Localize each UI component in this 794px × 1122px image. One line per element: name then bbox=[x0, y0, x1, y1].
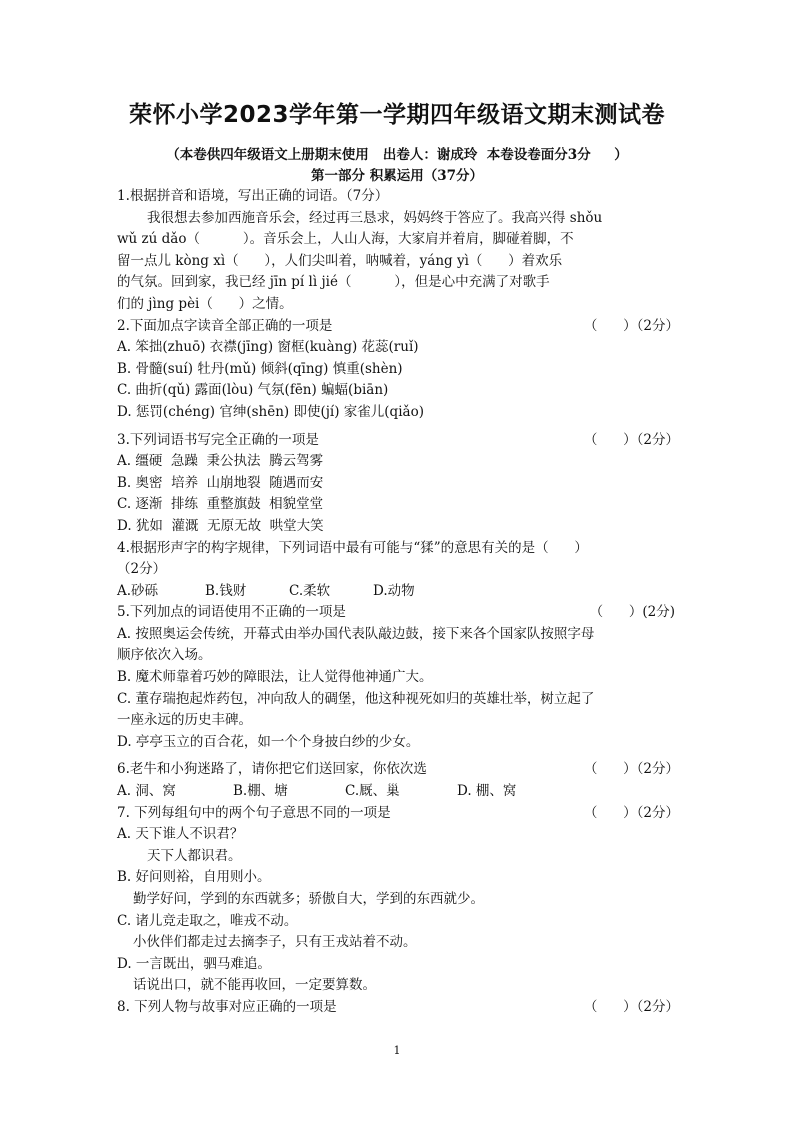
exam-title: 荣怀小学2023学年第一学期四年级语文期末测试卷 bbox=[128, 102, 665, 128]
page-number: 1 bbox=[393, 1044, 401, 1057]
q2-option-b: B. 骨髓(suí) 牡丹(mǔ) 倾斜(qīng) 慎重(shèn) bbox=[117, 360, 403, 377]
q6-stem: 6.老牛和小狗迷路了，请你把它们送回家，你依次选 bbox=[117, 761, 427, 778]
q4-option-b: B.钱财 bbox=[205, 582, 247, 599]
q4-option-d: D.动物 bbox=[373, 582, 415, 599]
q4-stem: 4.根据形声字的构字规律，下列词语中最有可能与“猱”的意思有关的是（ ） bbox=[117, 539, 588, 556]
q2-option-c: C. 曲折(qǔ) 露面(lòu) 气氛(fēn) 蝙蝠(biān) bbox=[117, 382, 389, 399]
q5-stem: 5.下列加点的词语使用不正确的一项是 bbox=[117, 604, 346, 621]
q7-answer-blank[interactable]: （ ）（2分） bbox=[583, 804, 679, 821]
q1-line: wǔ zú dǎo（ ）。音乐会上，人山人海，大家肩并着肩，脚碰着脚，不 bbox=[117, 231, 574, 248]
q1-line: 留一点儿 kòng xì（ ），人们尖叫着，呐喊着，yáng yì（ ）着欢乐 bbox=[117, 252, 563, 269]
q5-option-c-cont: 一座永远的历史丰碑。 bbox=[117, 712, 252, 729]
q7-option-b: B. 好问则裕，自用则小。 bbox=[117, 869, 271, 886]
q4-score: （2分） bbox=[117, 561, 167, 578]
q3-answer-blank[interactable]: （ ）（2分） bbox=[583, 431, 679, 448]
q3-stem: 3.下列词语书写完全正确的一项是 bbox=[117, 431, 319, 448]
q2-stem: 2.下面加点字读音全部正确的一项是 bbox=[117, 317, 333, 334]
q5-option-b: B. 魔术师靠着巧妙的障眼法，让人觉得他神通广大。 bbox=[117, 669, 433, 686]
q2-header bbox=[117, 316, 679, 338]
section-heading: 第一部分 积累运用（37分） bbox=[311, 168, 483, 184]
q1-line: 们的 jìng pèi（ ）之情。 bbox=[117, 295, 293, 312]
q7-option-c-paraphrase: 小伙伴们都走过去摘李子，只有王戎站着不动。 bbox=[133, 934, 417, 951]
q8-answer-blank[interactable]: （ ）（2分） bbox=[583, 998, 679, 1015]
q1-line: 的气氛。回到家，我已经 jīn pí lì jié（ ），但是心中充满了对歌手 bbox=[117, 274, 550, 291]
q2-option-a: A. 笨拙(zhuō) 衣襟(jīng) 窗框(kuàng) 花蕊(ruǐ) bbox=[117, 339, 419, 356]
q7-option-d: D. 一言既出，驷马难追。 bbox=[117, 955, 271, 972]
q4-option-a: A.砂砾 bbox=[117, 582, 159, 599]
q3-header bbox=[117, 430, 679, 452]
q5-header bbox=[117, 602, 679, 624]
q6-option-d: D. 棚、窝 bbox=[457, 783, 517, 800]
q7-option-a-paraphrase: 天下人都识君。 bbox=[147, 847, 242, 864]
q3-option-b: B. 奥密 培养 山崩地裂 随遇而安 bbox=[117, 474, 324, 491]
q5-option-a: A. 按照奥运会传统，开幕式由举办国代表队敲边鼓，接下来各个国家队按照字母 bbox=[117, 625, 595, 642]
q7-option-a: A. 天下谁人不识君？ bbox=[117, 826, 244, 843]
q6-option-c: C.厩、巢 bbox=[345, 783, 400, 800]
q6-answer-blank[interactable]: （ ）（2分） bbox=[583, 761, 679, 778]
q7-option-b-paraphrase: 勤学好问，学到的东西就多；骄傲自大，学到的东西就少。 bbox=[133, 891, 484, 907]
q5-answer-blank[interactable]: （ ）(2分) bbox=[589, 604, 675, 621]
q4-options bbox=[117, 581, 679, 603]
q1-stem: 1.根据拼音和语境，写出正确的词语。（7分） bbox=[117, 188, 389, 204]
q6-options bbox=[117, 781, 679, 803]
q5-option-c: C. 董存瑞抱起炸药包，冲向敌人的碉堡，他这种视死如归的英雄壮举，树立起了 bbox=[117, 690, 595, 707]
q8-stem: 8. 下列人物与故事对应正确的一项是 bbox=[117, 998, 337, 1015]
q2-option-d: D. 惩罚(chéng) 官绅(shēn) 即使(jí) 家雀儿(qiǎo) bbox=[117, 403, 424, 420]
q7-option-c: C. 诸儿竞走取之，唯戎不动。 bbox=[117, 912, 298, 929]
exam-subtitle: （本卷供四年级语文上册期末使用 出卷人：谢成玲 本卷设卷面分3分 ） bbox=[166, 147, 628, 163]
q3-option-a: A. 缰硬 急躁 秉公执法 腾云驾雾 bbox=[117, 453, 324, 470]
q2-answer-blank[interactable]: （ ）（2分） bbox=[583, 317, 679, 334]
q5-option-a-cont: 顺序依次入场。 bbox=[117, 647, 212, 664]
q7-stem: 7. 下列每组句中的两个句子意思不同的一项是 bbox=[117, 804, 391, 821]
exam-body bbox=[117, 186, 679, 1019]
q5-option-d: D. 亭亭玉立的百合花，如一个个身披白纱的少女。 bbox=[117, 733, 420, 750]
q3-option-c: C. 逐渐 排练 重整旗鼓 相貌堂堂 bbox=[117, 496, 324, 513]
q6-header bbox=[117, 759, 679, 781]
q7-option-d-paraphrase: 话说出口，就不能再收回，一定要算数。 bbox=[133, 977, 376, 994]
q1-line: 我很想去参加西施音乐会，经过再三恳求，妈妈终于答应了。我高兴得 shǒu bbox=[147, 209, 603, 226]
q7-header bbox=[117, 803, 679, 825]
q8-header bbox=[117, 997, 679, 1019]
q6-option-b: B.棚、塘 bbox=[233, 783, 288, 800]
q3-option-d: D. 犹如 灌溉 无原无故 哄堂大笑 bbox=[117, 517, 324, 534]
q6-option-a: A. 洞、窝 bbox=[117, 783, 176, 800]
q4-option-c: C.柔软 bbox=[289, 582, 331, 599]
